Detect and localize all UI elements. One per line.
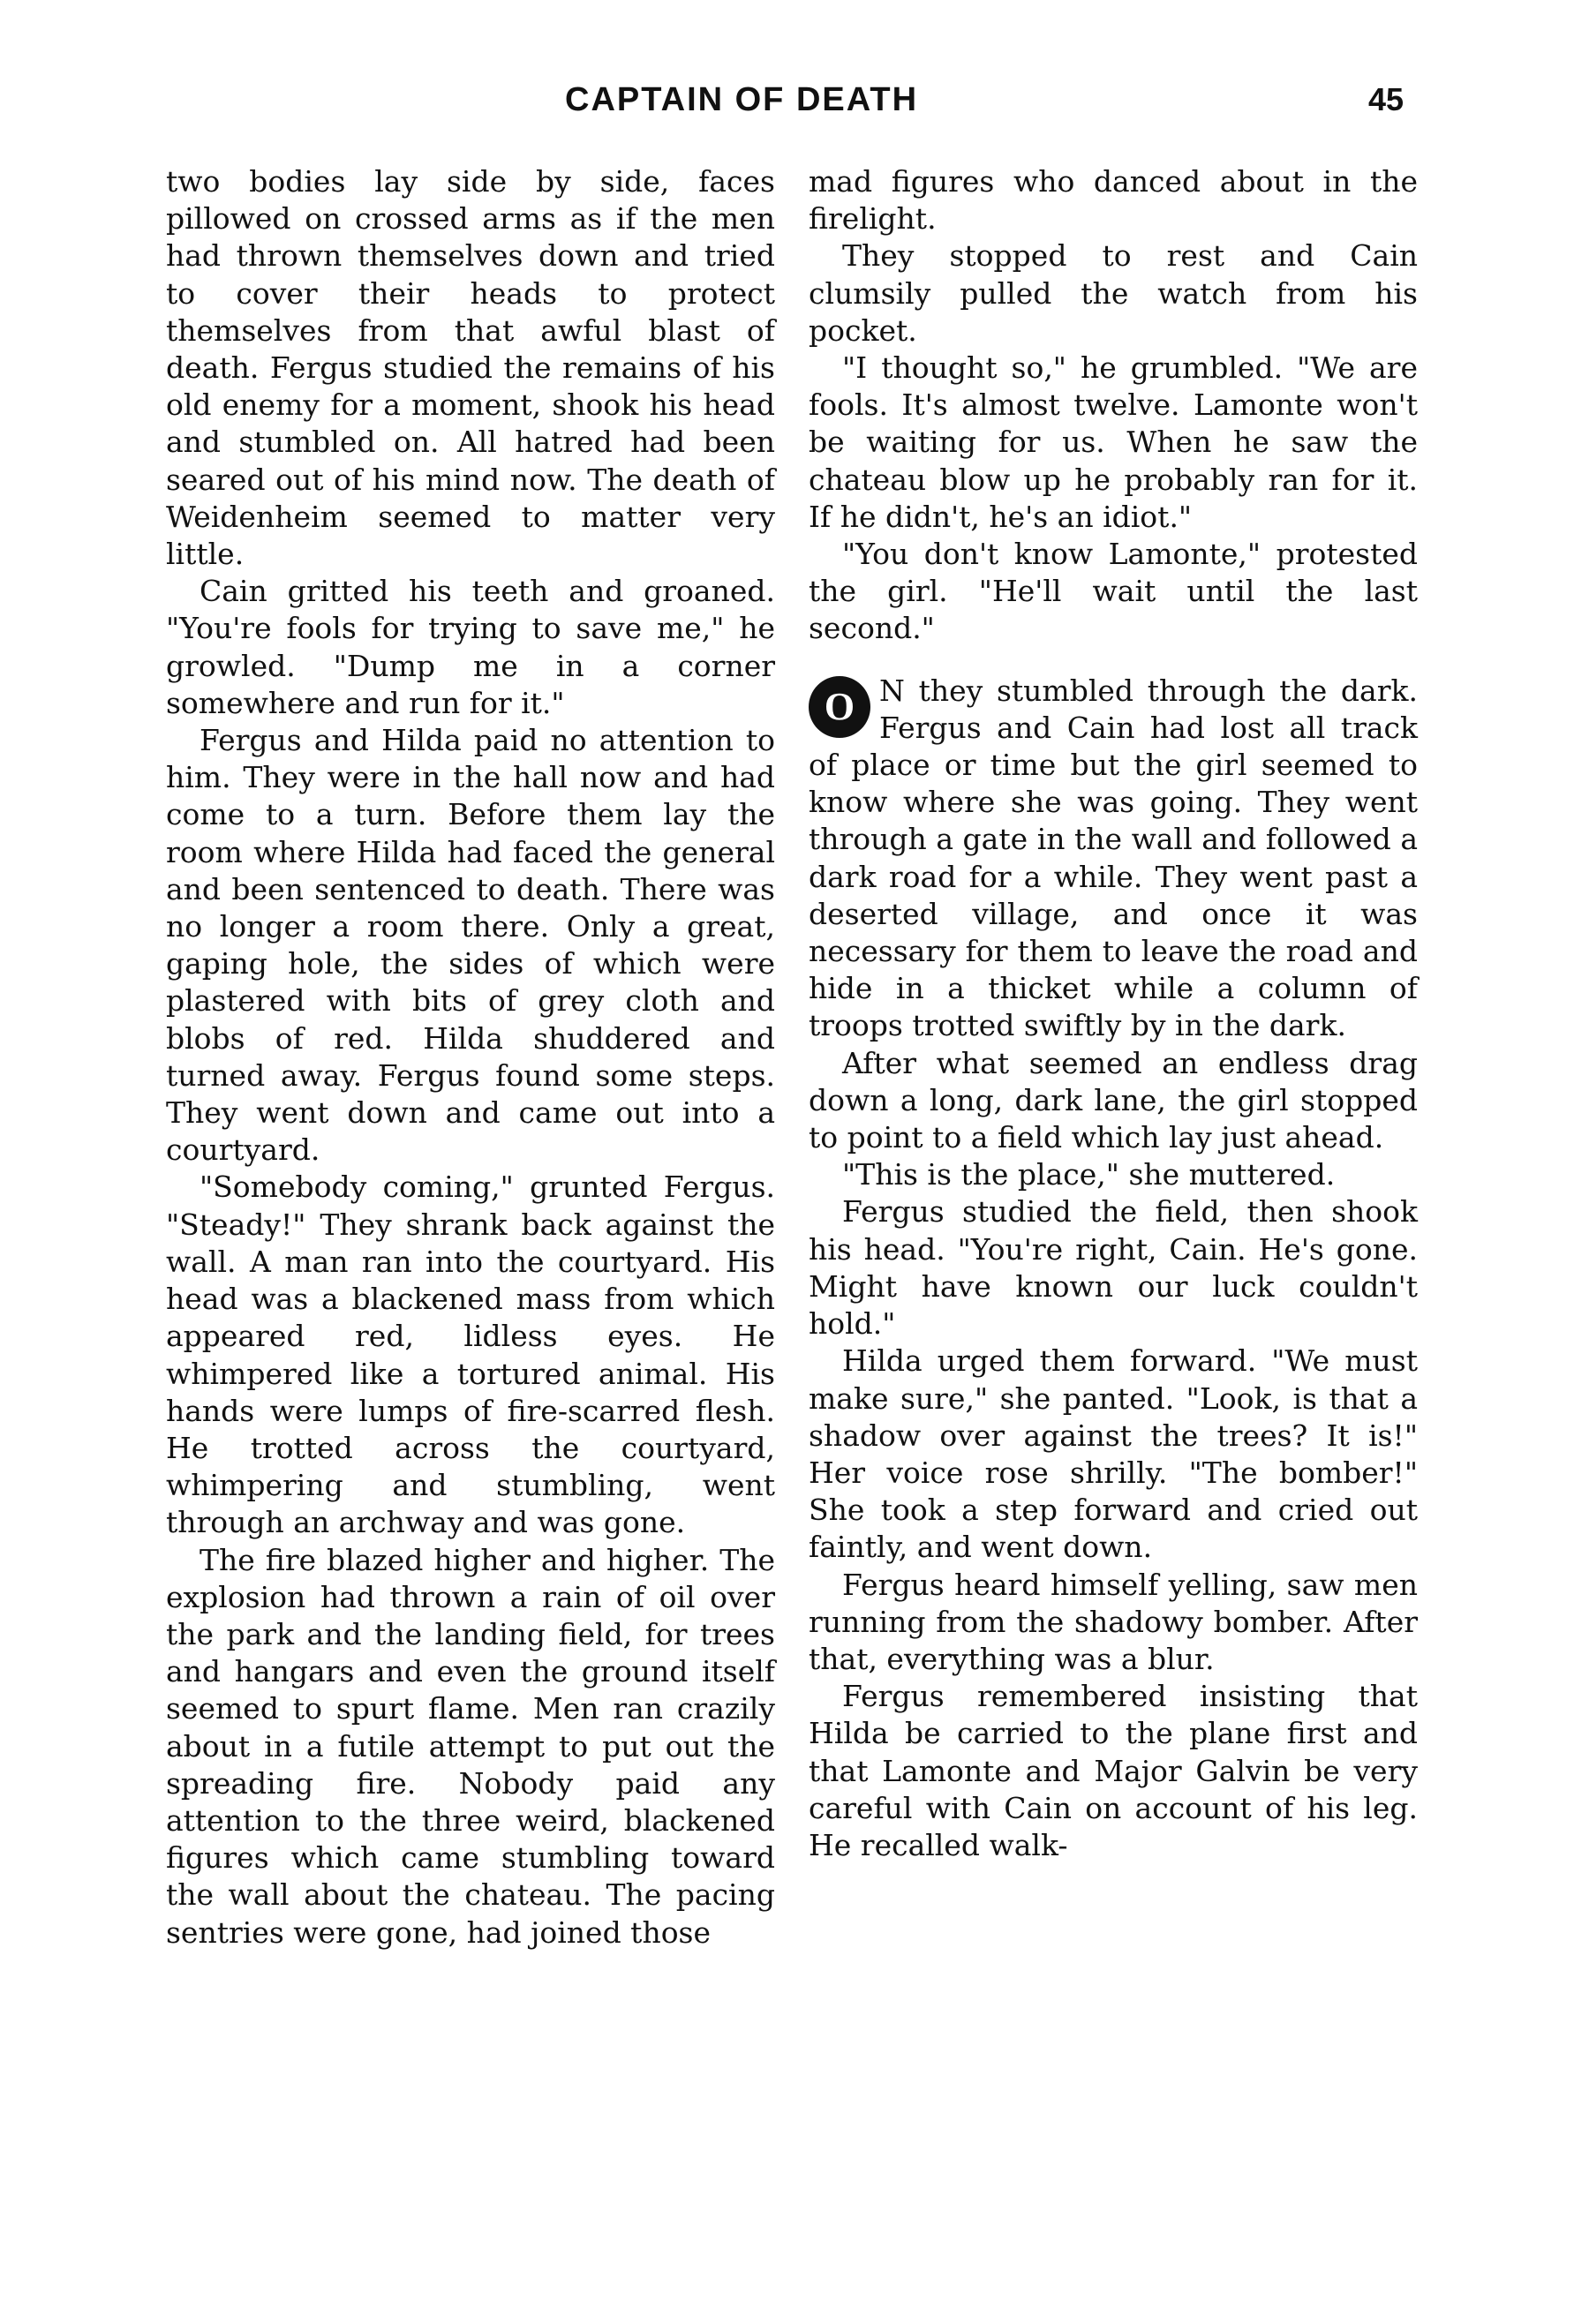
paragraph: "You don't know Lamonte," protested the girl. "He'll wait until the last second." [809, 537, 1418, 646]
paragraph: "Somebody coming," grunted Fergus. "Steady!" They shrank back against the wall. A man ran into the courtyard. His head was a blackened mass from which appeared red, lidless eyes. He whimpered like a tortured animal. His hands were lumps of fire-scarred flesh. He trotted across the courtyard, whimpering and stumbling, went through an archway and was gone. [166, 1170, 775, 1540]
paragraph: After what seemed an endless drag down a long, dark lane, the girl stopped to point to a field which lay just ahead. [809, 1045, 1418, 1155]
dropcap-paragraph-text: N they stumbled through the dark. Fergus and Cain had lost all track of place or time but the girl seemed to know where she was going. They went through a gate in the wall and followed a dark road for a while. They went past a deserted village, and once it was necessary for them to leave the road and hide in a thicket while a column of troops trotted swiftly by in the dark. [809, 673, 1418, 1043]
paragraph: Fergus and Hilda paid no attention to him. They were in the hall now and had come to a turn. Before them lay the room where Hilda had faced the general and been sentenced to death. There was no longer a room there. Only a great, gaping hole, the sides of which were plastered with bits of grey cloth and blobs of red. Hilda shuddered and turned away. Fergus found some steps. They went down and came out into a courtyard. [166, 723, 775, 1168]
paragraph: Fergus studied the field, then shook his head. "You're right, Cain. He's gone. Might have known our luck couldn't hold." [809, 1194, 1418, 1342]
running-title: CAPTAIN OF DEATH [565, 81, 919, 118]
dropcap-paragraph [809, 673, 1418, 1045]
paragraph: two bodies lay side by side, faces pillowed on crossed arms as if the men had thrown themselves down and tried to cover their heads to protect themselves from that awful blast of death. Fergus studied the remains of his old enemy for a moment, shook his head and stumbled on. All hatred had been seared out of his mind now. The death of Weidenheim seemed to matter very little. [166, 164, 775, 572]
dropcap-letter: O [824, 684, 855, 728]
paragraph: "I thought so," he grumbled. "We are fools. It's almost twelve. Lamonte won't be waiting for us. When he saw the chateau blow up he probably ran for it. If he didn't, he's an idiot." [809, 350, 1418, 534]
left-column [166, 163, 775, 1952]
paragraph: mad figures who danced about in the firelight. [809, 164, 1418, 237]
paragraph: Cain gritted his teeth and groaned. "You're fools for trying to save me," he growled. "Dump me in a corner somewhere and run for it." [166, 574, 775, 720]
paragraph: The fire blazed higher and higher. The explosion had thrown a rain of oil over the park and the landing field, for trees and hangars and even the ground itself seemed to spurt flame. Men ran crazily about in a futile attempt to put out the spreading fire. Nobody paid any attention to the three weird, blackened figures which came stumbling toward the wall about the chateau. The pacing sentries were gone, had joined those [166, 1542, 775, 1950]
paragraph: Fergus remembered insisting that Hilda be carried to the plane first and that Lamonte and Major Galvin be very careful with Cain on account of his leg. He recalled walk- [809, 1679, 1418, 1862]
paragraph: Hilda urged them forward. "We must make sure," she panted. "Look, is that a shadow over against the trees? It is!" Her voice rose shrilly. "The bomber!" She took a step forward and cried out faintly, and went down. [809, 1343, 1418, 1565]
dropcap-ornament [809, 676, 870, 738]
paragraph: They stopped to rest and Cain clumsily pulled the watch from his pocket. [809, 238, 1418, 348]
page-number: 45 [1368, 81, 1404, 117]
paragraph: Fergus heard himself yelling, saw men running from the shadowy bomber. After that, everything was a blur. [809, 1567, 1418, 1676]
page-header [0, 81, 1589, 134]
paragraph: "This is the place," she muttered. [842, 1157, 1336, 1192]
right-column [809, 163, 1418, 1864]
